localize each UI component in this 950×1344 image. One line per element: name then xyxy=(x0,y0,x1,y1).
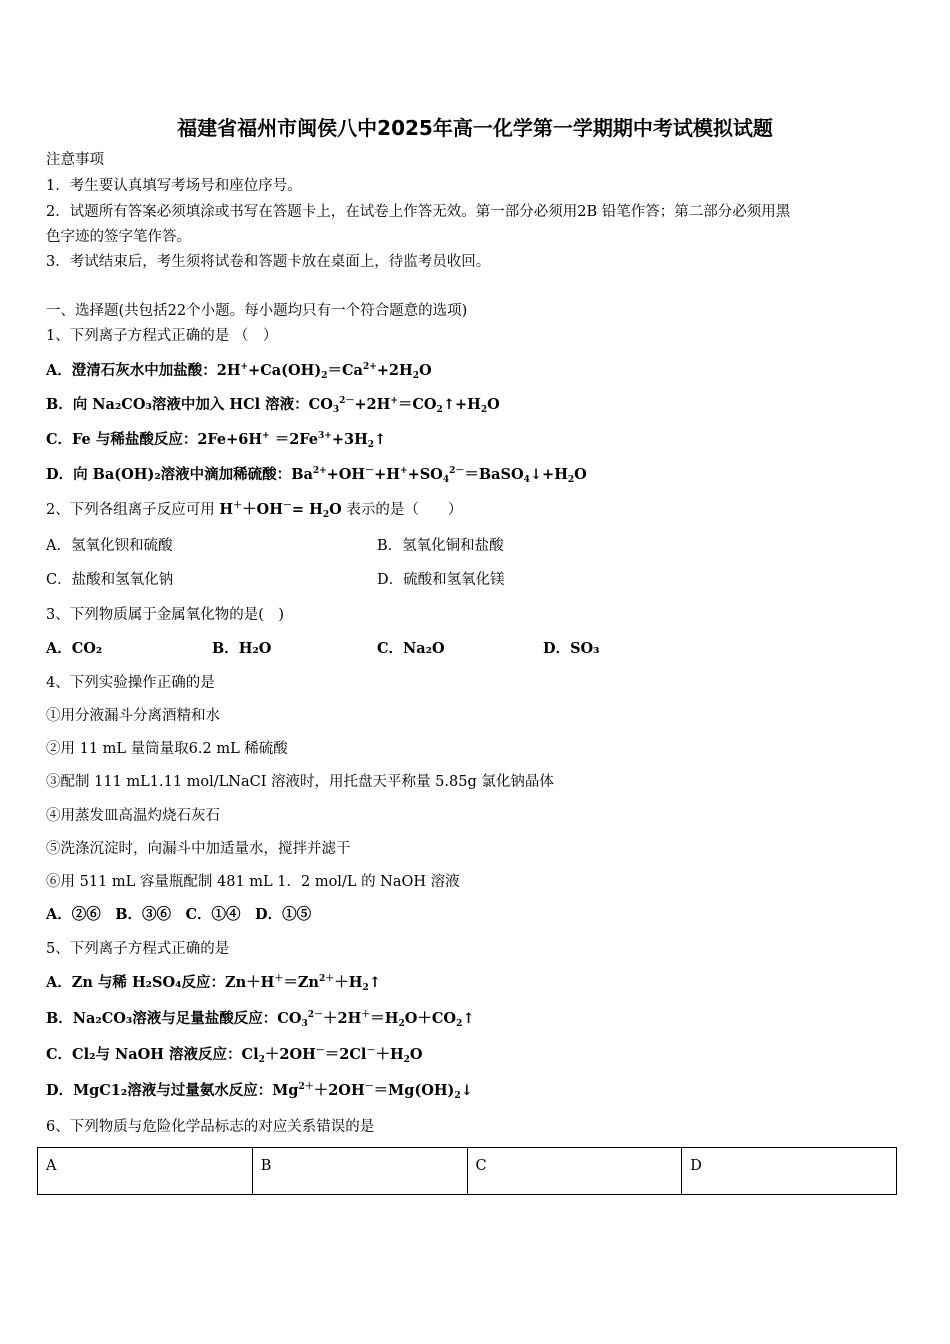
question-2-stem: 2、下列各组离子反应可用 $H^++OH^-= H_2O$ 表示的是（ ） xyxy=(46,501,463,520)
question-4-answers: A．②⑥ B．③⑥ C．①④ D．①⑤ xyxy=(46,906,312,923)
question-1-stem: 1、下列离子方程式正确的是 （ ） xyxy=(46,328,278,344)
question-1-option-d: D．向 Ba(OH)₂溶液中滴加稀硫酸：$Ba^{2+}+OH^-+H^++SO_4^{2-}=BaSO_4↓+H_2O$ xyxy=(46,466,587,485)
page-title: 福建省福州市闽侯八中2025年高一化学第一学期期中考试模拟试题 xyxy=(177,116,773,140)
question-4-stem: 4、下列实验操作正确的是 xyxy=(46,675,215,691)
table-cell-c: C xyxy=(467,1148,682,1195)
table-cell-b: B xyxy=(252,1148,467,1195)
notice-heading: 注意事项 xyxy=(46,152,104,168)
question-3-option-c: C．Na₂O xyxy=(377,640,445,657)
question-4-item: ⑤洗涤沉淀时，向漏斗中加适量水，搅拌并滤干 xyxy=(46,841,351,857)
question-5-option-a: A．Zn 与稀 H₂SO₄反应：$Zn+H^+=Zn^{2+}+H_2↑$ xyxy=(46,974,381,993)
option-label: A．澄清石灰水中加盐酸： xyxy=(46,362,217,379)
question-1-option-a: A．澄清石灰水中加盐酸：$2H^++Ca(OH)_2=Ca^{2+}+2H_2O$ xyxy=(46,362,432,381)
notice-item: 1．考生要认真填写考场号和座位序号。 xyxy=(46,178,302,194)
table-row xyxy=(38,1148,897,1195)
question-5-option-d: D．MgC1₂溶液与过量氨水反应：$Mg^{2+}+2OH^-=Mg(OH)_2↓$ xyxy=(46,1082,473,1101)
question-4-item: ⑥用 511 mL 容量瓶配制 481 mL 1．2 mol/L 的 NaOH 溶液 xyxy=(46,874,460,890)
question-6-stem: 6、下列物质与危险化学品标志的对应关系错误的是 xyxy=(46,1119,375,1135)
option-label: D．MgC1₂溶液与过量氨水反应： xyxy=(46,1082,273,1099)
section-heading: 一、选择题(共包括22个小题。每小题均只有一个符合题意的选项) xyxy=(46,303,468,319)
notice-item: 2．试题所有答案必须填涂或书写在答题卡上，在试卷上作答无效。第一部分必须用2B 铅笔作答；第二部分必须用黑 xyxy=(46,204,791,220)
question-4-item: ②用 11 mL 量筒量取6.2 mL 稀硫酸 xyxy=(46,741,288,757)
question-3-option-b: B．H₂O xyxy=(212,640,272,657)
option-label: D．向 Ba(OH)₂溶液中滴加稀硫酸： xyxy=(46,466,292,483)
notice-item: 3．考试结束后，考生须将试卷和答题卡放在桌面上，待监考员收回。 xyxy=(46,254,491,270)
hazard-label-table xyxy=(37,1147,897,1195)
question-2-option-a: A．氢氧化钡和硫酸 xyxy=(46,538,173,554)
option-label: C．Fe 与稀盐酸反应： xyxy=(46,431,198,448)
option-label: A．Zn 与稀 H₂SO₄反应： xyxy=(46,974,225,991)
question-1-option-b: B．向 Na₂CO₃溶液中加入 HCl 溶液：$CO_3^{2-}+2H^+=CO_2↑+H_2O$ xyxy=(46,396,500,415)
option-label: B．向 Na₂CO₃溶液中加入 HCl 溶液： xyxy=(46,396,309,413)
question-4-item: ④用蒸发皿高温灼烧石灰石 xyxy=(46,808,220,824)
question-3-option-d: D．SO₃ xyxy=(543,640,600,657)
question-3-option-a: A．CO₂ xyxy=(46,640,103,657)
question-4-item: ①用分液漏斗分离酒精和水 xyxy=(46,708,220,724)
question-2-option-c: C．盐酸和氢氧化钠 xyxy=(46,572,174,588)
notice-item: 色字迹的签字笔作答。 xyxy=(46,229,191,245)
question-4-item: ③配制 111 mL1.11 mol/LNaCI 溶液时，用托盘天平称量 5.85g 氯化钠晶体 xyxy=(46,774,554,790)
table-cell-d: D xyxy=(682,1148,897,1195)
table-cell-a: A xyxy=(38,1148,253,1195)
question-1-option-c: C．Fe 与稀盐酸反应：$2Fe+6H^+ =2Fe^{3+}+3H_2↑$ xyxy=(46,431,387,450)
option-label: B．Na₂CO₃溶液与足量盐酸反应： xyxy=(46,1010,278,1027)
question-5-option-b: B．Na₂CO₃溶液与足量盐酸反应：$CO_3^{2-}+2H^+=H_2O+CO_2↑$ xyxy=(46,1010,475,1029)
stem-text: 表示的是（ ） xyxy=(341,502,463,518)
question-2-option-d: D．硫酸和氢氧化镁 xyxy=(377,572,505,588)
option-label: C．Cl₂与 NaOH 溶液反应： xyxy=(46,1046,242,1063)
stem-text: 2、下列各组离子反应可用 xyxy=(46,502,220,518)
question-3-stem: 3、下列物质属于金属氧化物的是( ) xyxy=(46,607,285,623)
question-5-stem: 5、下列离子方程式正确的是 xyxy=(46,941,230,957)
question-2-option-b: B．氢氧化铜和盐酸 xyxy=(377,538,504,554)
question-5-option-c: C．Cl₂与 NaOH 溶液反应：$Cl_2+2OH^-=2Cl^-+H_2O$ xyxy=(46,1046,423,1065)
